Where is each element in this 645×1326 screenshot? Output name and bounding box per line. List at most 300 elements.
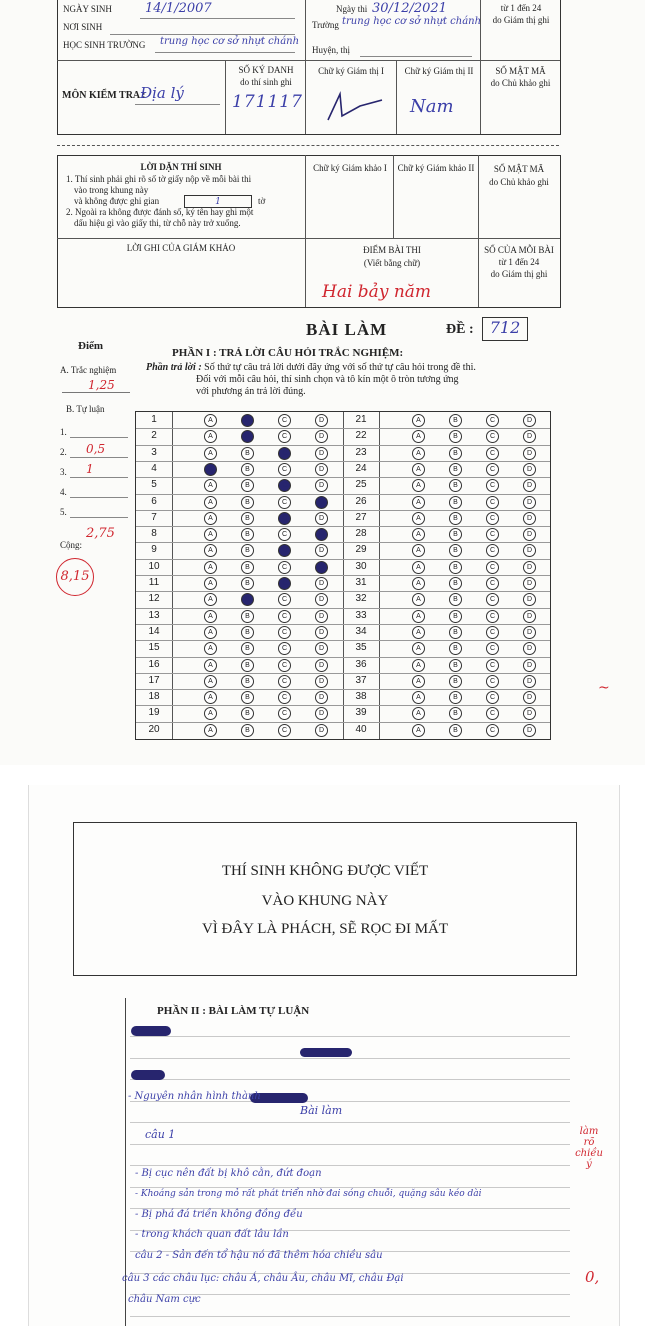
answer-bubble[interactable]: A: [204, 512, 217, 525]
answer-bubble[interactable]: B: [241, 691, 254, 704]
answer-bubble[interactable]: D: [523, 642, 536, 655]
answer-bubble[interactable]: A: [204, 675, 217, 688]
answer-bubble[interactable]: B: [449, 479, 462, 492]
school-label: HỌC SINH TRƯỜNG: [63, 40, 146, 50]
answer-bubble[interactable]: C: [486, 479, 499, 492]
answer-bubble[interactable]: B: [241, 528, 254, 541]
answer-bubble[interactable]: B: [449, 724, 462, 737]
answer-bubble[interactable]: C: [278, 675, 291, 688]
score-label: ĐIỂM BÀI THI: [363, 245, 421, 255]
question-number: 16: [148, 658, 160, 670]
essay-item-label: 4.: [60, 487, 67, 497]
grid-row-line: [136, 673, 550, 674]
answer-bubble[interactable]: A: [412, 659, 425, 672]
answer-bubble[interactable]: C: [486, 496, 499, 509]
total-label: Cộng:: [60, 540, 83, 550]
sheets-label: SỐ CỦA MỖI BÀI: [484, 245, 554, 255]
ruled-line: [130, 1187, 570, 1188]
answer-bubble[interactable]: A: [204, 447, 217, 460]
mc-score: 1,25: [88, 378, 115, 392]
question-number: 39: [355, 707, 367, 719]
answer-grid: [135, 411, 551, 740]
question-number: 13: [148, 609, 160, 621]
answer-bubble[interactable]: C: [486, 593, 499, 606]
answer-bubble[interactable]: D: [315, 593, 328, 606]
essay-item-label: 1.: [60, 427, 67, 437]
answer-bubble[interactable]: A: [412, 610, 425, 623]
answer-bubble[interactable]: D: [315, 512, 328, 525]
answer-bubble[interactable]: D: [523, 414, 536, 427]
answer-bubble[interactable]: A: [204, 414, 217, 427]
question-number: 37: [355, 674, 367, 686]
answer-bubble[interactable]: D: [523, 463, 536, 476]
grid-row-line: [136, 705, 550, 706]
answer-bubble[interactable]: C: [486, 707, 499, 720]
question-number: 40: [355, 723, 367, 735]
answer-bubble[interactable]: B: [241, 430, 254, 443]
sheet-unit: tờ: [258, 196, 266, 206]
answer-bubble[interactable]: B: [449, 577, 462, 590]
grid-row-line: [136, 657, 550, 658]
margin-tick: ~: [598, 680, 610, 696]
answer-bubble[interactable]: C: [278, 414, 291, 427]
answer-bubble[interactable]: B: [241, 593, 254, 606]
answer-bubble[interactable]: B: [449, 675, 462, 688]
question-number: 35: [355, 642, 367, 654]
question-number: 22: [355, 430, 367, 442]
part2-title: PHẦN II : BÀI LÀM TỰ LUẬN: [157, 1005, 310, 1017]
scribble-3: [131, 1070, 165, 1080]
answer-bubble[interactable]: D: [523, 512, 536, 525]
answer-bubble[interactable]: A: [412, 577, 425, 590]
grid-row-line: [136, 559, 550, 560]
venue-value: trung học cơ sở nhựt chánh: [342, 16, 482, 27]
answer-bubble[interactable]: A: [412, 463, 425, 476]
banner-line-1: THÍ SINH KHÔNG ĐƯỢC VIẾT: [221, 863, 429, 879]
answer-bubble[interactable]: D: [315, 430, 328, 443]
grid-row-line: [136, 461, 550, 462]
essay-item-label: 2.: [60, 447, 67, 457]
question-number: 36: [355, 658, 367, 670]
answer-bubble[interactable]: D: [315, 707, 328, 720]
answer-bubble[interactable]: C: [486, 724, 499, 737]
question-number: 17: [148, 674, 160, 686]
grid-row-line: [136, 445, 550, 446]
question-number: 38: [355, 691, 367, 703]
answer-bubble[interactable]: A: [204, 659, 217, 672]
question-number: 11: [148, 577, 160, 588]
answer-bubble[interactable]: A: [412, 707, 425, 720]
answer-bubble[interactable]: C: [486, 544, 499, 557]
grid-row-line: [136, 494, 550, 495]
answer-bubble[interactable]: A: [412, 414, 425, 427]
margin-note: [574, 1126, 604, 1170]
answer-bubble[interactable]: A: [204, 561, 217, 574]
answer-bubble[interactable]: B: [449, 707, 462, 720]
answer-bubble[interactable]: A: [204, 479, 217, 492]
answer-bubble[interactable]: A: [412, 430, 425, 443]
answer-bubble[interactable]: C: [278, 691, 291, 704]
circled-score: 8,15: [56, 558, 94, 596]
proctor1-label: Chữ ký Giám thị I: [318, 66, 384, 76]
answer-bubble[interactable]: A: [204, 642, 217, 655]
answer-bubble[interactable]: A: [412, 626, 425, 639]
hw-line-7: câu 3 các châu lục: châu Á, châu Âu, châu Mĩ, châu Đại: [122, 1273, 404, 1284]
answer-bubble[interactable]: D: [523, 626, 536, 639]
answer-bubble[interactable]: A: [412, 496, 425, 509]
essay-item-label: 3.: [60, 467, 67, 477]
no-write-banner: [73, 822, 577, 976]
answer-bubble[interactable]: B: [449, 659, 462, 672]
answer-bubble[interactable]: B: [449, 528, 462, 541]
ruled-line: [130, 1122, 570, 1123]
answer-bubble[interactable]: A: [204, 430, 217, 443]
answer-bubble[interactable]: A: [204, 544, 217, 557]
answer-bubble[interactable]: C: [486, 691, 499, 704]
answer-bubble[interactable]: A: [412, 561, 425, 574]
district-label: Huyện, thị: [312, 45, 350, 55]
sheet-count-box: [184, 195, 252, 208]
instruction-line-2: vào trong khung này: [74, 185, 149, 195]
answer-bubble[interactable]: A: [412, 479, 425, 492]
answer-bubble[interactable]: B: [241, 414, 254, 427]
answer-bubble[interactable]: A: [204, 528, 217, 541]
answer-bubble[interactable]: C: [486, 659, 499, 672]
answer-text-1: Số thứ tự câu trả lời dưới đây ứng với số thứ tự câu hỏi trong đề thi.: [204, 362, 476, 373]
answer-bubble[interactable]: C: [278, 610, 291, 623]
answer-bubble[interactable]: B: [449, 512, 462, 525]
instruction-line-4: 2. Ngoài ra không được đánh số, ký tên hay ghi một: [66, 207, 254, 217]
question-number: 18: [148, 691, 160, 703]
answer-bubble[interactable]: D: [523, 496, 536, 509]
answer-bubble[interactable]: D: [315, 659, 328, 672]
ruled-line: [130, 1144, 570, 1145]
answer-bubble[interactable]: B: [449, 430, 462, 443]
answer-bubble[interactable]: C: [278, 496, 291, 509]
score-in-words: Hai bảy năm: [322, 282, 432, 302]
question-number: 30: [355, 560, 367, 572]
answer-bubble[interactable]: A: [204, 707, 217, 720]
grid-row-line: [136, 640, 550, 641]
essay-label: B. Tự luận: [66, 404, 105, 414]
answer-bubble[interactable]: C: [278, 479, 291, 492]
question-number: 34: [355, 625, 367, 637]
margin-mark: 0,: [585, 1268, 600, 1286]
answer-bubble[interactable]: D: [523, 593, 536, 606]
answer-bubble[interactable]: C: [486, 626, 499, 639]
answer-bubble[interactable]: B: [449, 691, 462, 704]
sheets-note: do Giám thị ghi: [490, 269, 548, 279]
grid-row-line: [136, 542, 550, 543]
answer-bubble[interactable]: D: [523, 724, 536, 737]
essay-item-score: 0,5: [86, 442, 106, 456]
hw-line-4: - Bị phá đá triền không đồng đều: [135, 1209, 303, 1220]
answer-bubble[interactable]: D: [315, 447, 328, 460]
answer-bubble[interactable]: B: [449, 447, 462, 460]
question-number: 25: [355, 479, 367, 491]
ruled-line: [130, 1165, 570, 1166]
answer-bubble[interactable]: D: [315, 544, 328, 557]
subject-label: MÔN KIỂM TRA :: [62, 90, 146, 101]
answer-bubble[interactable]: A: [204, 496, 217, 509]
question-number: 21: [355, 414, 367, 425]
ruled-line: [130, 1079, 570, 1080]
answer-bubble[interactable]: D: [315, 577, 328, 590]
answer-bubble[interactable]: C: [278, 528, 291, 541]
answer-bubble[interactable]: C: [486, 447, 499, 460]
question-number: 15: [148, 642, 160, 654]
essay-item-score: 1: [86, 462, 94, 476]
question-number: 8: [151, 528, 157, 540]
answer-bubble[interactable]: B: [449, 544, 462, 557]
answer-bubble[interactable]: C: [278, 430, 291, 443]
question-number: 23: [355, 446, 367, 458]
answer-bubble[interactable]: D: [315, 463, 328, 476]
answer-bubble[interactable]: A: [412, 642, 425, 655]
answer-bubble[interactable]: B: [449, 496, 462, 509]
hw-title: Bài làm: [300, 1104, 343, 1117]
question-number: 5: [151, 479, 157, 491]
answer-bubble[interactable]: B: [241, 642, 254, 655]
scribble-2: [300, 1048, 352, 1057]
answer-bubble[interactable]: C: [278, 463, 291, 476]
grid-row-line: [136, 624, 550, 625]
answer-bubble[interactable]: D: [523, 707, 536, 720]
instruction-line-5: dấu hiệu gì vào giấy thi, từ chỗ này trở xuống.: [74, 218, 241, 228]
answer-bubble[interactable]: B: [449, 610, 462, 623]
secret-code-note-2: do Chủ khảo ghi: [489, 177, 549, 187]
essay-item-line: [70, 477, 128, 478]
answer-bubble[interactable]: D: [315, 691, 328, 704]
exam-code-value: 712: [482, 317, 528, 341]
answer-bubble[interactable]: D: [523, 447, 536, 460]
answer-bubble[interactable]: B: [241, 496, 254, 509]
answer-bubble[interactable]: A: [412, 544, 425, 557]
proctor2-label: Chữ ký Giám thị II: [404, 66, 474, 76]
score-sidebar-title: Điểm: [78, 340, 104, 352]
answer-bubble[interactable]: D: [523, 610, 536, 623]
answer-bubble[interactable]: C: [278, 707, 291, 720]
answer-bubble[interactable]: A: [412, 447, 425, 460]
answer-bubble[interactable]: B: [241, 610, 254, 623]
hw-cau1: câu 1: [145, 1128, 176, 1141]
answer-bubble[interactable]: D: [523, 691, 536, 704]
answer-bubble[interactable]: D: [315, 610, 328, 623]
answer-bubble[interactable]: C: [486, 414, 499, 427]
instruction-line-1: 1. Thí sinh phải ghi rõ số tờ giấy nộp về mỗi bài thi: [66, 174, 252, 184]
essay-item-label: 5.: [60, 507, 67, 517]
answer-bubble[interactable]: B: [241, 626, 254, 639]
grid-row-line: [136, 591, 550, 592]
answer-bubble[interactable]: D: [523, 659, 536, 672]
answer-bubble[interactable]: A: [412, 675, 425, 688]
answer-bubble[interactable]: B: [449, 414, 462, 427]
examiner-notes-label: LỜI GHI CỦA GIÁM KHẢO: [126, 243, 236, 253]
score-note: (Viết bằng chữ): [363, 258, 421, 268]
grid-row-line: [136, 689, 550, 690]
answer-bubble[interactable]: A: [204, 691, 217, 704]
answer-bubble[interactable]: C: [278, 659, 291, 672]
answer-bubble[interactable]: B: [449, 463, 462, 476]
answer-bubble[interactable]: B: [449, 593, 462, 606]
banner-line-2: VÀO KHUNG NÀY: [261, 893, 389, 909]
candidate-no-value: 171117: [232, 92, 303, 112]
question-number: 2: [151, 430, 157, 442]
instructions-title: LỜI DẶN THÍ SINH: [140, 162, 222, 172]
part1-title: PHẦN I : TRẢ LỜI CÂU HỎI TRẮC NGHIỆM:: [172, 347, 404, 359]
hw-line-5: - trong khách quan đất lâu lần: [135, 1229, 289, 1240]
answer-bubble[interactable]: D: [315, 496, 328, 509]
grid-row-line: [136, 575, 550, 576]
ruled-line: [130, 1036, 570, 1037]
answer-bubble[interactable]: D: [315, 642, 328, 655]
mc-label: A. Trắc nghiệm: [60, 365, 117, 375]
birth-date-label: NGÀY SINH: [63, 4, 112, 14]
exam-code-label: ĐỀ :: [446, 322, 474, 337]
secret-code-label: SỐ MẬT MÃ: [495, 66, 546, 76]
grid-row-line: [136, 722, 550, 723]
question-number: 3: [151, 446, 157, 458]
hw-line-struck: - Nguyên nhân hình thành: [128, 1091, 261, 1102]
question-number: 31: [355, 577, 367, 588]
answer-bubble[interactable]: A: [412, 512, 425, 525]
answer-bubble[interactable]: C: [486, 642, 499, 655]
question-number: 4: [151, 462, 157, 474]
essay-item-line: [70, 457, 128, 458]
answer-bubble[interactable]: C: [278, 512, 291, 525]
answer-bubble[interactable]: A: [412, 691, 425, 704]
answer-bubble[interactable]: A: [204, 593, 217, 606]
hw-line-2: - Bị cục nên đất bị khô cằn, đứt đoạn: [135, 1168, 322, 1179]
answer-bubble[interactable]: C: [278, 724, 291, 737]
question-number: 24: [355, 462, 367, 474]
answer-bubble[interactable]: D: [523, 479, 536, 492]
answer-bubble[interactable]: C: [486, 512, 499, 525]
answer-bubble[interactable]: C: [278, 544, 291, 557]
answer-bubble[interactable]: B: [241, 577, 254, 590]
answer-bubble[interactable]: C: [486, 528, 499, 541]
answer-bubble[interactable]: A: [412, 593, 425, 606]
answer-bubble[interactable]: C: [486, 430, 499, 443]
answer-bubble[interactable]: B: [241, 724, 254, 737]
answer-bubble[interactable]: C: [486, 561, 499, 574]
answer-bubble[interactable]: D: [523, 430, 536, 443]
answer-bubble[interactable]: D: [315, 561, 328, 574]
answer-bubble[interactable]: B: [241, 561, 254, 574]
answer-bubble[interactable]: D: [523, 561, 536, 574]
answer-bubble[interactable]: A: [204, 626, 217, 639]
venue-label: Trường: [312, 20, 339, 30]
exam-date-value: 30/12/2021: [372, 1, 447, 16]
answer-bubble[interactable]: D: [523, 675, 536, 688]
subject-value: Địa lý: [140, 84, 184, 102]
answer-bubble[interactable]: A: [204, 724, 217, 737]
answer-bubble[interactable]: C: [278, 561, 291, 574]
answer-bubble[interactable]: A: [412, 528, 425, 541]
answer-bubble[interactable]: D: [315, 414, 328, 427]
answer-bubble[interactable]: A: [412, 724, 425, 737]
answer-bubble[interactable]: B: [241, 707, 254, 720]
answer-bubble[interactable]: C: [278, 626, 291, 639]
answer-bubble[interactable]: C: [486, 675, 499, 688]
answer-bubble[interactable]: D: [315, 724, 328, 737]
answer-bubble[interactable]: D: [523, 528, 536, 541]
answer-bubble[interactable]: B: [241, 479, 254, 492]
question-number: 1: [151, 414, 157, 425]
question-number: 9: [151, 544, 157, 556]
margin-note-word: ý: [586, 1159, 592, 1170]
answer-text-3: với phương án trả lời đúng.: [196, 386, 306, 397]
answer-bubble[interactable]: C: [486, 610, 499, 623]
answer-bubble[interactable]: C: [278, 447, 291, 460]
ruled-line: [130, 1316, 570, 1317]
margin-note-word: làm: [579, 1126, 599, 1137]
answer-bubble[interactable]: C: [278, 593, 291, 606]
answer-bubble[interactable]: B: [449, 642, 462, 655]
answer-bubble[interactable]: B: [449, 626, 462, 639]
question-number: 10: [148, 560, 160, 572]
margin-note-word: chiều: [575, 1148, 603, 1159]
question-number: 20: [148, 723, 160, 735]
answer-bubble[interactable]: D: [315, 528, 328, 541]
grid-row-line: [136, 608, 550, 609]
answer-label: Phần trả lời :: [146, 362, 202, 373]
answer-bubble[interactable]: D: [315, 479, 328, 492]
essay-item-line: [70, 497, 128, 498]
exam-date-label: Ngày thi: [336, 4, 368, 14]
sheet-count-value: 1: [215, 197, 221, 207]
grid-row-line: [136, 510, 550, 511]
answer-bubble[interactable]: C: [486, 577, 499, 590]
answer-bubble[interactable]: B: [241, 463, 254, 476]
answer-bubble[interactable]: A: [204, 463, 217, 476]
answer-bubble[interactable]: B: [241, 544, 254, 557]
answer-bubble[interactable]: C: [278, 642, 291, 655]
cut-line: [57, 145, 559, 146]
question-number: 29: [355, 544, 367, 556]
answer-bubble[interactable]: D: [315, 675, 328, 688]
answer-bubble[interactable]: B: [241, 512, 254, 525]
banner-line-3: VÌ ĐÂY LÀ PHÁCH, SẼ RỌC ĐI MẤT: [201, 921, 449, 937]
question-number: 28: [355, 528, 367, 540]
question-number: 27: [355, 511, 367, 523]
answer-bubble[interactable]: B: [241, 675, 254, 688]
question-number: 14: [148, 625, 160, 637]
candidate-no-label: SỐ KÝ DANH: [238, 65, 294, 75]
answer-bubble[interactable]: C: [278, 577, 291, 590]
proctor1-signature: [320, 86, 390, 128]
answer-bubble[interactable]: D: [523, 577, 536, 590]
answer-bubble[interactable]: A: [204, 577, 217, 590]
secret-code-label-2: SỐ MẬT MÃ: [493, 164, 545, 174]
question-number: 32: [355, 593, 367, 605]
answer-bubble[interactable]: D: [523, 544, 536, 557]
answer-bubble[interactable]: B: [241, 447, 254, 460]
hw-line-3: - Khoáng sản trong mỏ rất phát triển nhờ đai sóng chuỗi, quặng sâu kéo dài: [135, 1189, 482, 1199]
answer-bubble[interactable]: B: [241, 659, 254, 672]
answer-bubble[interactable]: B: [449, 561, 462, 574]
question-number: 33: [355, 609, 367, 621]
total-value: 2,75: [86, 526, 115, 541]
answer-bubble[interactable]: A: [204, 610, 217, 623]
essay-item-line: [70, 517, 128, 518]
answer-bubble[interactable]: C: [486, 463, 499, 476]
examiner1-label: Chữ ký Giám khảo I: [313, 163, 387, 173]
examiner2-label: Chữ ký Giám khảo II: [397, 163, 475, 173]
essay-item-line: [70, 437, 128, 438]
answer-bubble[interactable]: D: [315, 626, 328, 639]
answer-text-2: Đối với mỗi câu hỏi, thí sinh chọn và tô kín một ô tròn tương ứng: [196, 374, 459, 385]
